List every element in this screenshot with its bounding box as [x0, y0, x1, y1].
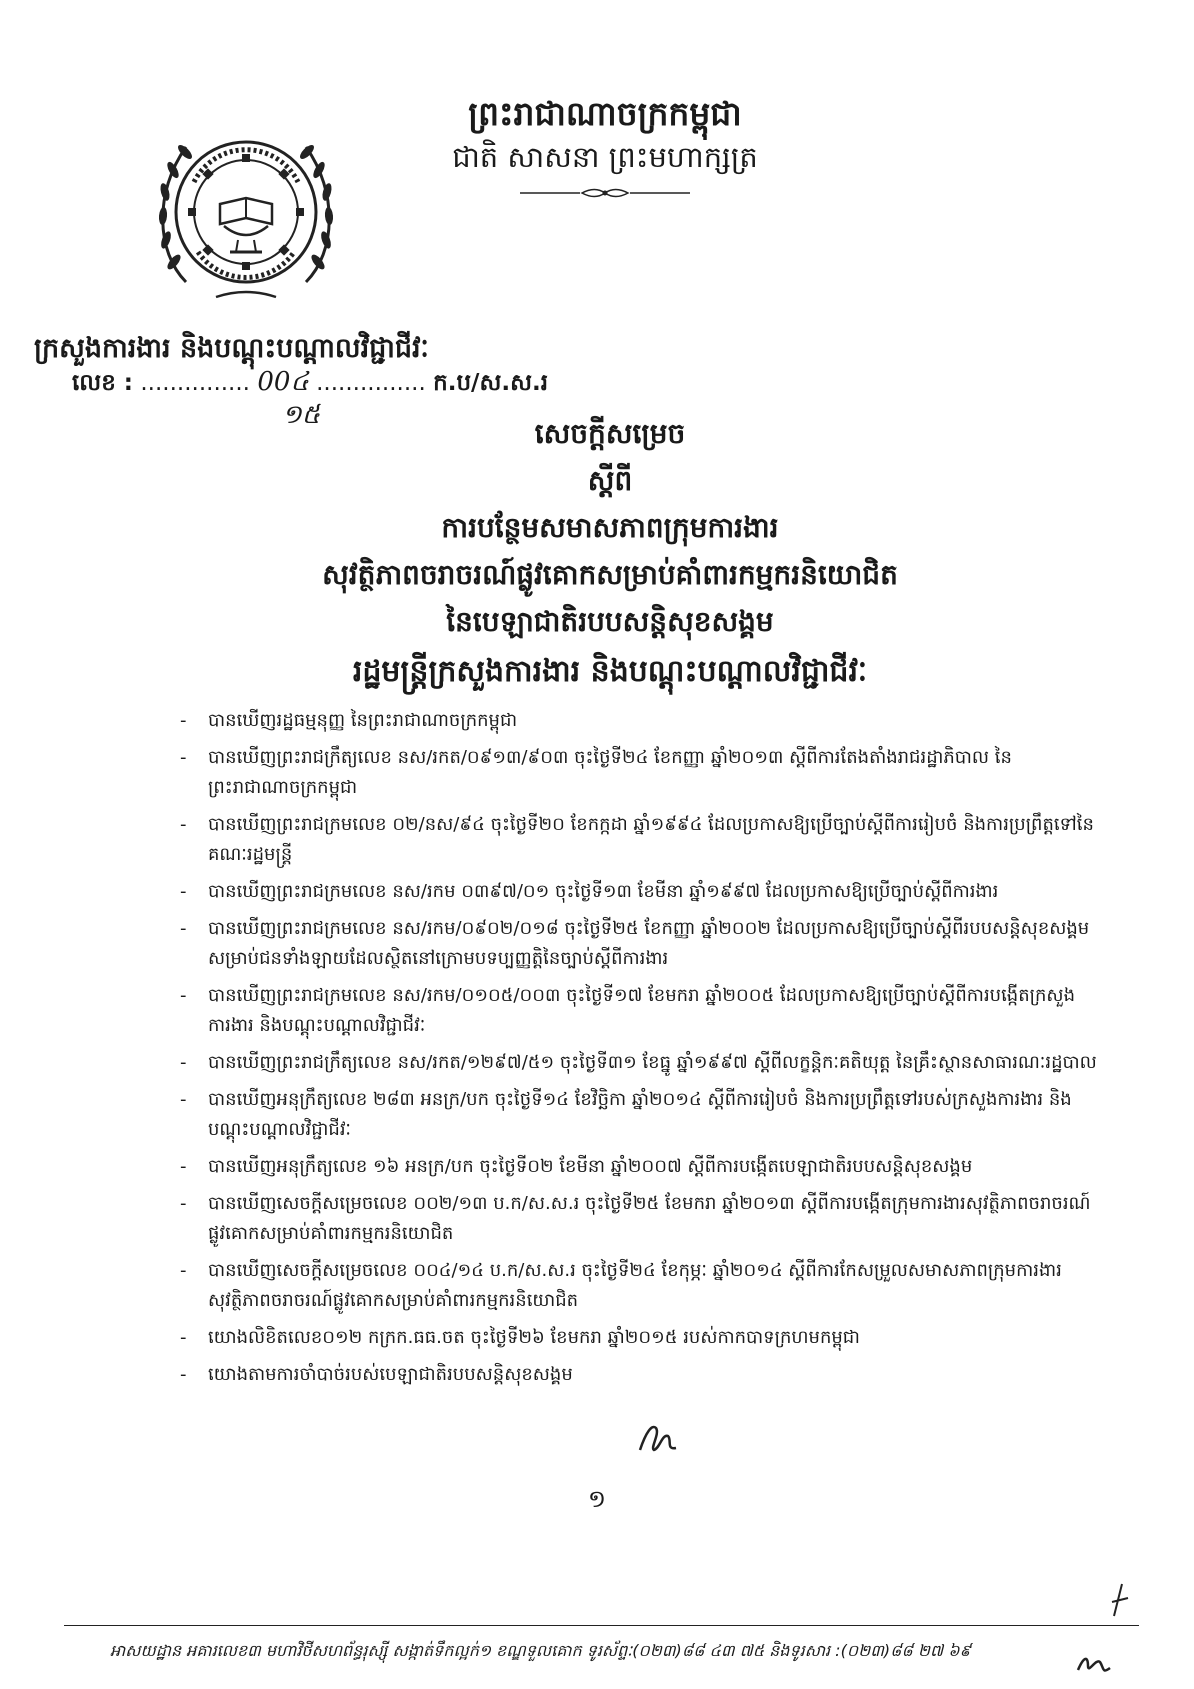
- national-motto: ជាតិ សាសនា ព្រះមហាក្សត្រ: [452, 140, 758, 174]
- footer-address: អាសយដ្ឋាន អគារលេខ៣ មហាវិថីសហព័ន្ធរុស្ស៊ី សង្កាត់ទឹកល្អក់១ ខណ្ឌទួលគោក ទូរស័ព្ទៈ(០២៣)៨៨ ៤៣ ៧៥ និងទូរសារ :(០២៣)៨៨ ២៧ ៦៩: [110, 1641, 971, 1660]
- page-number: ១: [587, 1485, 607, 1513]
- reference-dots-right: ...............: [316, 370, 426, 396]
- clause-item: - បានឃើញអនុក្រឹត្យលេខ ២៨៣ អនក្រ/បក ចុះថ្ងៃទី១៤ ខែវិច្ឆិកា ឆ្នាំ២០១៤ ស្តីពីការរៀបចំ និងការប្រព្រឹត្តទៅរបស់ក្រសួងការងារ និងបណ្តុះបណ្តាលវិជ្ជាជីវៈ: [180, 1085, 1100, 1145]
- ornament-divider-icon: [520, 186, 690, 200]
- ministry-name: ក្រសួងការងារ និងបណ្តុះបណ្តាលវិជ្ជាជីវៈ: [34, 333, 429, 364]
- corner-mark-icon: [1108, 1580, 1138, 1620]
- reference-value: 00៤: [257, 367, 309, 397]
- clause-item: - បានឃើញអនុក្រឹត្យលេខ ១៦ អនក្រ/បក ចុះថ្ងៃទី០២ ខែមីនា ឆ្នាំ២០០៧ ស្តីពីការបង្កើតបេឡាជាតិរបបសន្តិសុខសង្គម: [180, 1152, 1100, 1182]
- clause-item: - បានឃើញព្រះរាជក្រមលេខ ០២/នស/៩៤ ចុះថ្ងៃទី២០ ខែកក្កដា ឆ្នាំ១៩៩៤ ដែលប្រកាសឱ្យប្រើច្បាប់ស្តីពីការរៀបចំ និងការប្រព្រឹត្តទៅនៃគណៈរដ្ឋមន្ត្រី: [180, 810, 1100, 870]
- footer-divider: [64, 1625, 1139, 1626]
- letterhead: [440, 92, 770, 204]
- title-line-1: សេចក្តីសម្រេច: [534, 417, 686, 450]
- clause-item: - យោងតាមការចាំបាច់របស់បេឡាជាតិរបបសន្តិសុខសង្គម: [180, 1360, 1100, 1390]
- minister-heading: រដ្ឋមន្ត្រីក្រសួងការងារ និងបណ្តុះបណ្តាលវិជ្ជាជីវៈ: [352, 654, 868, 689]
- clause-item: - បានឃើញសេចក្តីសម្រេចលេខ ០០៤/១៤ ប.ក/ស.ស.រ ចុះថ្ងៃទី២៤ ខែកុម្ភៈ ឆ្នាំ២០១៤ ស្តីពីការកែសម្រួលសមាសភាពក្រុមការងារសុវត្ថិភាពចរាចរណ៍ផ្លូវគោកសម្រាប់គាំពារកម្មករនិយោជិត: [180, 1256, 1100, 1316]
- clause-item: - បានឃើញសេចក្តីសម្រេចលេខ ០០២/១៣ ប.ក/ស.ស.រ ចុះថ្ងៃទី២៥ ខែមករា ឆ្នាំ២០១៣ ស្តីពីការបង្កើតក្រុមការងារសុវត្ថិភាពចរាចរណ៍ផ្លូវគោកសម្រាប់គាំពារកម្មករនិយោជិត: [180, 1189, 1100, 1249]
- title-line-2: ស្តីពី: [587, 464, 633, 497]
- title-line-4: សុវត្ថិភាពចរាចរណ៍ផ្លូវគោកសម្រាប់គាំពារកម្មករនិយោជិត: [322, 558, 898, 591]
- title-line-3: ការបន្ថែមសមាសភាពក្រុមការងារ: [441, 511, 779, 544]
- clause-item: - បានឃើញព្រះរាជក្រឹត្យលេខ នស/រកត/១២៩៧/៥១ ចុះថ្ងៃទី៣១ ខែធ្នូ ឆ្នាំ១៩៩៧ ស្តីពីលក្ខន្តិកៈគតិយុត្ត នៃគ្រឹះស្ថានសាធារណៈរដ្ឋបាល: [180, 1048, 1100, 1078]
- reference-label: លេខ :: [72, 370, 134, 396]
- title-line-5: នៃបេឡាជាតិរបបសន្តិសុខសង្គម: [446, 605, 774, 638]
- clause-item: - បានឃើញរដ្ឋធម្មនុញ្ញ នៃព្រះរាជាណាចក្រកម្ពុជា: [180, 706, 1100, 736]
- legal-basis-list: [180, 706, 1100, 1397]
- clause-item: - បានឃើញព្រះរាជក្រមលេខ នស/រកម ០៣៩៧/០១ ចុះថ្ងៃទី១៣ ខែមីនា ឆ្នាំ១៩៩៧ ដែលប្រកាសឱ្យប្រើច្បាប់ស្តីពីការងារ: [180, 877, 1100, 907]
- clause-item: - បានឃើញព្រះរាជក្រមលេខ នស/រកម/០១០៥/០០៣ ចុះថ្ងៃទី១៧ ខែមករា ឆ្នាំ២០០៥ ដែលប្រកាសឱ្យប្រើច្បាប់ស្តីពីការបង្កើតក្រសួងការងារ និងបណ្តុះបណ្តាលវិជ្ជាជីវៈ: [180, 981, 1100, 1041]
- reference-dots-left: ...............: [140, 370, 250, 396]
- clause-item: - បានឃើញព្រះរាជក្រមលេខ នស/រកម/០៩០២/០១៨ ចុះថ្ងៃទី២៥ ខែកញ្ញា ឆ្នាំ២០០២ ដែលប្រកាសឱ្យប្រើច្បាប់ស្តីពីរបបសន្តិសុខសង្គមសម្រាប់ជនទាំងឡាយដែលស្ថិតនៅក្រោមបទប្បញ្ញត្តិនៃច្បាប់ស្តីពីការងារ: [180, 914, 1100, 974]
- handwritten-initial-icon: [636, 1418, 682, 1458]
- decision-title-block: [230, 410, 990, 645]
- clause-item: - យោងលិខិតលេខ០១២ កក្រក.ធធ.ចត ចុះថ្ងៃទី២៦ ខែមករា ឆ្នាំ២០១៥ របស់កាកបាទក្រហមកម្ពុជា: [180, 1323, 1100, 1353]
- clause-item: - បានឃើញព្រះរាជក្រឹត្យលេខ នស/រកត/០៩១៣/៩០៣ ចុះថ្ងៃទី២៤ ខែកញ្ញា ឆ្នាំ២០១៣ ស្តីពីការតែងតាំងរាជរដ្ឋាភិបាល នៃព្រះរាជាណាចក្រកម្ពុជា: [180, 743, 1100, 803]
- ministry-seal-icon: [146, 112, 346, 312]
- reference-suffix: ក.ប/ស.ស.រ: [433, 370, 549, 396]
- reference-handwritten-note: ១៥: [282, 400, 321, 430]
- kingdom-name: ព្រះរាជាណាចក្រកម្ពុជា: [468, 94, 742, 133]
- footer-initial-icon: [1074, 1652, 1114, 1678]
